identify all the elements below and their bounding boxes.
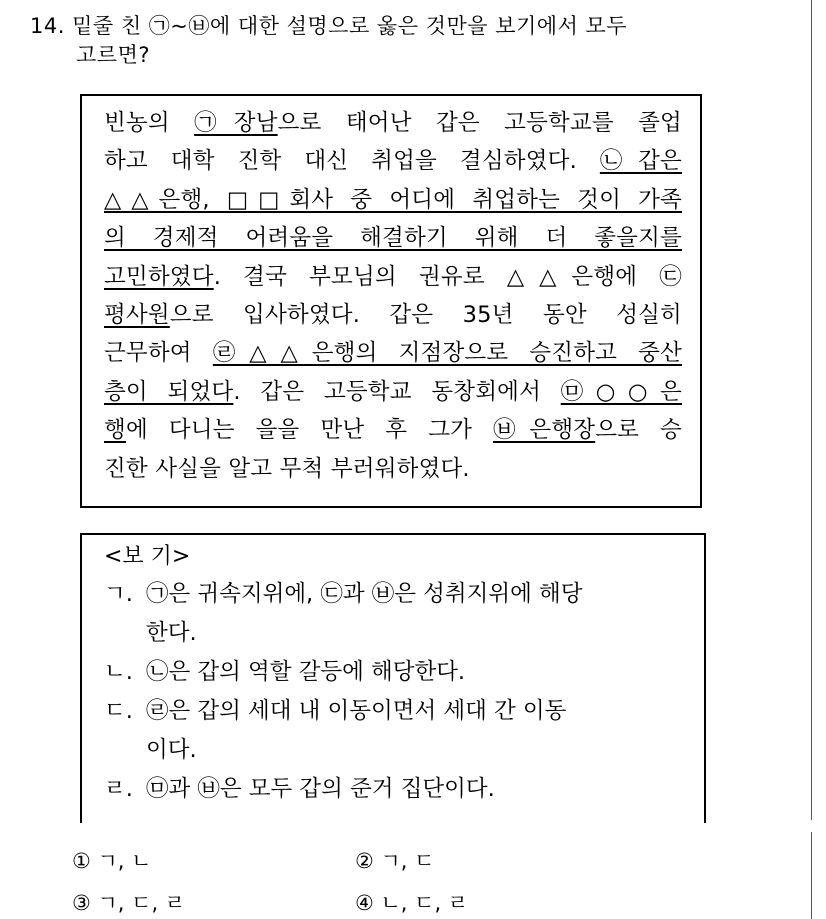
underlined-segment-2: △△은행, □□회사 중 어디에 취업하는 것이 가족 (104, 186, 682, 213)
underlined-segment-4: ㉣△△은행의 지점장으로 승진하고 중산 (212, 340, 683, 367)
passage-text: 진한 사실을 알고 무척 부러워하였다. (104, 455, 470, 482)
passage-text: 하고 대학 진학 대신 취업을 결심하였다. (104, 148, 600, 175)
passage-box (80, 94, 702, 508)
choice-text: ㄱ, ㄴ (97, 849, 152, 873)
choice-number: ③ (72, 891, 91, 915)
bogi-item-mark: ㄹ. (104, 776, 133, 802)
bogi-item (104, 692, 684, 731)
choice-number: ④ (355, 891, 374, 915)
choice-3[interactable] (72, 887, 185, 917)
choice-text: ㄱ, ㄷ, ㄹ (97, 891, 186, 915)
bogi-item-mark: ㄱ. (104, 581, 133, 607)
bogi-title: <보 기> (104, 544, 191, 569)
bogi-item-mark: ㄴ. (104, 659, 133, 685)
passage-text: 빈농의 (104, 110, 195, 136)
page-divider-bottom (811, 832, 812, 919)
passage-text: 으로 입사하였다. 갑은 35년 동안 성실히 (169, 301, 682, 328)
choice-text: ㄴ, ㄷ, ㄹ (380, 891, 469, 915)
passage-text: . 결국 부모님의 권유로 △△은행에 ㉢ (213, 263, 682, 290)
choice-1[interactable] (72, 845, 151, 875)
bogi-item (104, 575, 684, 614)
question-text-line1: 밑줄 친 ㉠~㉥에 대한 설명으로 옳은 것만을 보기에서 모두 (72, 14, 628, 38)
passage-line (104, 373, 682, 411)
bogi-item-continuation: 한다. (146, 620, 197, 646)
bogi-item (104, 770, 684, 809)
passage-line (104, 411, 682, 449)
bogi-item-text: ㉠은 귀속지위에, ㉢과 ㉥은 성취지위에 해당 (146, 581, 583, 607)
bogi-box (80, 533, 706, 823)
passage-text: 으로 태어난 갑은 고등학교를 졸업 (277, 110, 682, 136)
passage-line (104, 181, 682, 219)
passage-text: 에 다니는 을을 만난 후 그가 (125, 417, 494, 444)
question-stem (30, 12, 790, 70)
underlined-segment-5: ㉤○○은 (560, 378, 682, 405)
choice-number: ② (355, 849, 374, 873)
underlined-segment-4: 층이 되었다 (104, 378, 234, 405)
choice-number: ① (72, 849, 91, 873)
bogi-item-text: ㉡은 갑의 역할 갈등에 해당한다. (146, 659, 466, 685)
choice-4[interactable] (355, 887, 468, 917)
underlined-segment-6: ㉥은행장 (493, 417, 596, 444)
passage-line (104, 296, 682, 334)
bogi-item-text: ㉤과 ㉥은 모두 갑의 준거 집단이다. (146, 776, 495, 802)
passage-text: . 갑은 고등학교 동창회에서 (233, 378, 561, 405)
passage-line (104, 258, 682, 296)
passage-line (104, 219, 682, 257)
passage-line (104, 334, 682, 372)
underlined-segment-1: ㉠장남 (194, 110, 278, 136)
passage-line (104, 450, 682, 488)
passage-text: 으로 승 (595, 417, 682, 444)
choice-text: ㄱ, ㄷ (380, 849, 435, 873)
bogi-item-continuation: 이다. (146, 737, 197, 763)
choice-2[interactable] (355, 845, 434, 875)
question-number: 14. (30, 14, 65, 38)
underlined-segment-3: 평사원 (104, 301, 170, 328)
passage-line (104, 142, 682, 180)
underlined-segment-2: ㉡갑은 (599, 148, 682, 175)
passage-line (104, 104, 682, 142)
question-text-line2: 고르면? (76, 43, 151, 67)
bogi-item (104, 653, 684, 692)
passage-text: 근무하여 (104, 340, 213, 367)
underlined-segment-2: 고민하였다 (104, 263, 214, 290)
bogi-item-mark: ㄷ. (104, 698, 133, 724)
underlined-segment-2: 의 경제적 어려움을 해결하기 위해 더 좋을지를 (104, 225, 682, 252)
bogi-item-text: ㉣은 갑의 세대 내 이동이면서 세대 간 이동 (146, 698, 567, 724)
page-divider-top (811, 0, 812, 820)
underlined-segment-5: 행 (104, 417, 126, 444)
